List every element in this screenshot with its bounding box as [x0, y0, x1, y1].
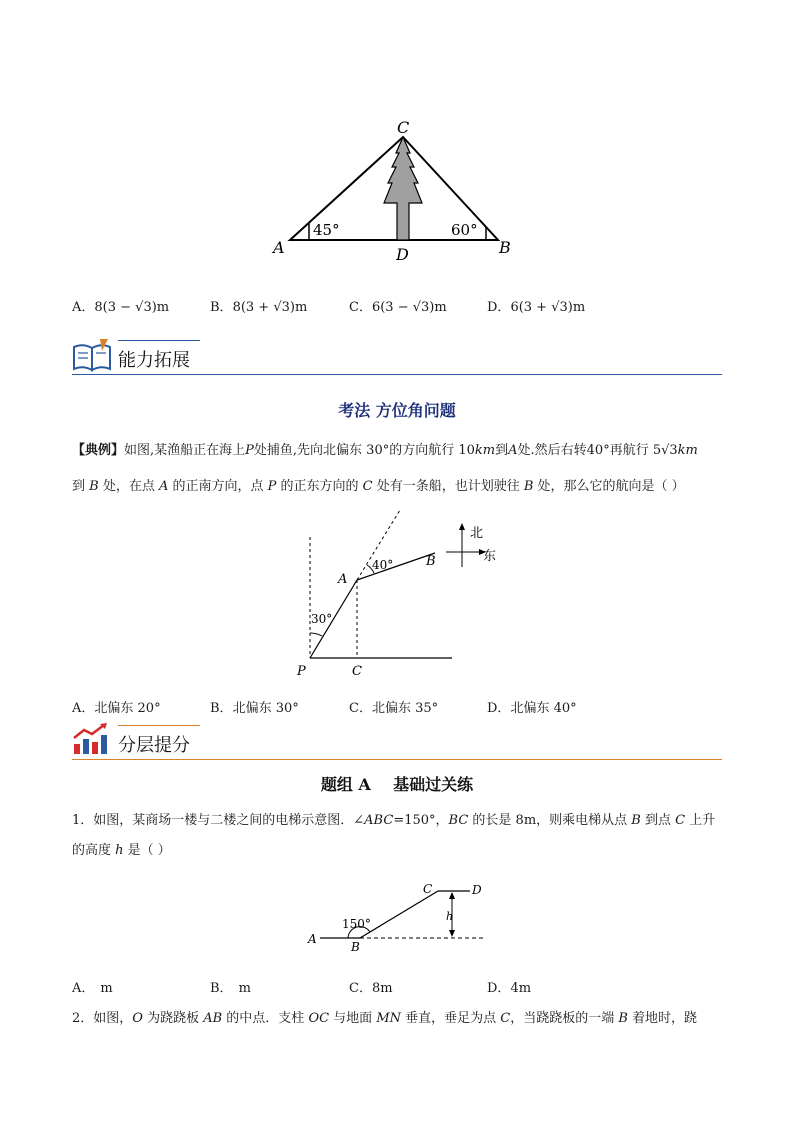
- choice-b[interactable]: B．北偏东 30°: [210, 701, 299, 716]
- section2-rule: [72, 759, 722, 760]
- section2-title: 分层提分: [118, 735, 190, 756]
- label-c: C: [397, 118, 410, 137]
- label-h: h: [446, 910, 454, 923]
- choice-c[interactable]: C．北偏东 35°: [349, 701, 439, 716]
- choice-d[interactable]: D．北偏东 40°: [487, 701, 577, 716]
- label-b: B: [426, 554, 436, 569]
- choice-a[interactable]: A．北偏东 20°: [72, 701, 161, 716]
- group-title: 题组 A 基础过关练: [320, 775, 474, 794]
- example-line-2: 到 B 处，在点 A 的正南方向，点 P 的正东方向的 C 处有一条船，也计划驶往 B 处，那么它的航向是（ ）: [72, 479, 685, 494]
- north-arrow-head: [459, 523, 465, 530]
- angle-150-label: 150°: [342, 917, 371, 931]
- choice-b[interactable]: B．8(3 + √3)m: [210, 300, 308, 315]
- section1-title: 能力拓展: [118, 350, 190, 371]
- escalator-bc: [360, 891, 438, 938]
- arc-30: [310, 633, 322, 636]
- choice-b[interactable]: B． m: [210, 981, 251, 996]
- choice-c[interactable]: C．8m: [349, 981, 393, 996]
- label-b: B: [499, 238, 511, 257]
- section1-short-rule: [118, 340, 200, 341]
- h-arrow-bottom: [449, 930, 455, 937]
- angle-30-label: 30°: [311, 612, 333, 626]
- h-arrow-top: [449, 892, 455, 899]
- bearing-figure: [290, 505, 510, 680]
- book-icon: [72, 337, 114, 373]
- escalator-figure: [305, 878, 490, 956]
- choice-d[interactable]: D．6(3 + √3)m: [487, 300, 586, 315]
- bar-chart-icon: [72, 722, 110, 756]
- angle-40-label: 40°: [372, 558, 394, 572]
- example-line-1: 【典例】如图,某渔船正在海上P处捕鱼,先向北偏东 30°的方向航行 10km到A处.然后右转40°再航行 5√3km: [72, 443, 698, 458]
- label-a: A: [338, 572, 348, 587]
- label-d: D: [472, 883, 482, 897]
- north-label: 北: [470, 526, 484, 541]
- choice-c[interactable]: C．6(3 − √3)m: [349, 300, 447, 315]
- section2-short-rule: [118, 725, 200, 726]
- q1-line-1: 1．如图，某商场一楼与二楼之间的电梯示意图．∠ABC=150°，BC 的长是 8m，则乘电梯从点 B 到点 C 上升: [72, 813, 716, 828]
- label-d: D: [396, 245, 409, 264]
- label-c: C: [352, 664, 362, 679]
- tree-triangle-figure: [270, 115, 520, 265]
- label-p: P: [297, 664, 306, 679]
- angle-60-label: 60°: [451, 221, 478, 239]
- method-title: 考法 方位角问题: [338, 401, 456, 420]
- example-tag: 【典例】: [72, 443, 125, 458]
- section1-rule: [72, 374, 722, 375]
- choice-a[interactable]: A．8(3 − √3)m: [72, 300, 170, 315]
- angle-45-label: 45°: [313, 221, 340, 239]
- choice-d[interactable]: D．4m: [487, 981, 532, 996]
- label-a: A: [273, 238, 285, 257]
- label-a: A: [308, 932, 317, 946]
- q1-line-2: 的高度 h 是（ ）: [72, 843, 171, 858]
- choice-a[interactable]: A． m: [72, 981, 113, 996]
- label-b: B: [351, 940, 360, 954]
- label-c: C: [423, 882, 433, 896]
- east-label: 东: [483, 549, 497, 564]
- q2-line-1: 2．如图，O 为跷跷板 AB 的中点．支柱 OC 与地面 MN 垂直，垂足为点 C，当跷跷板的一端 B 着地时，跷: [72, 1011, 698, 1026]
